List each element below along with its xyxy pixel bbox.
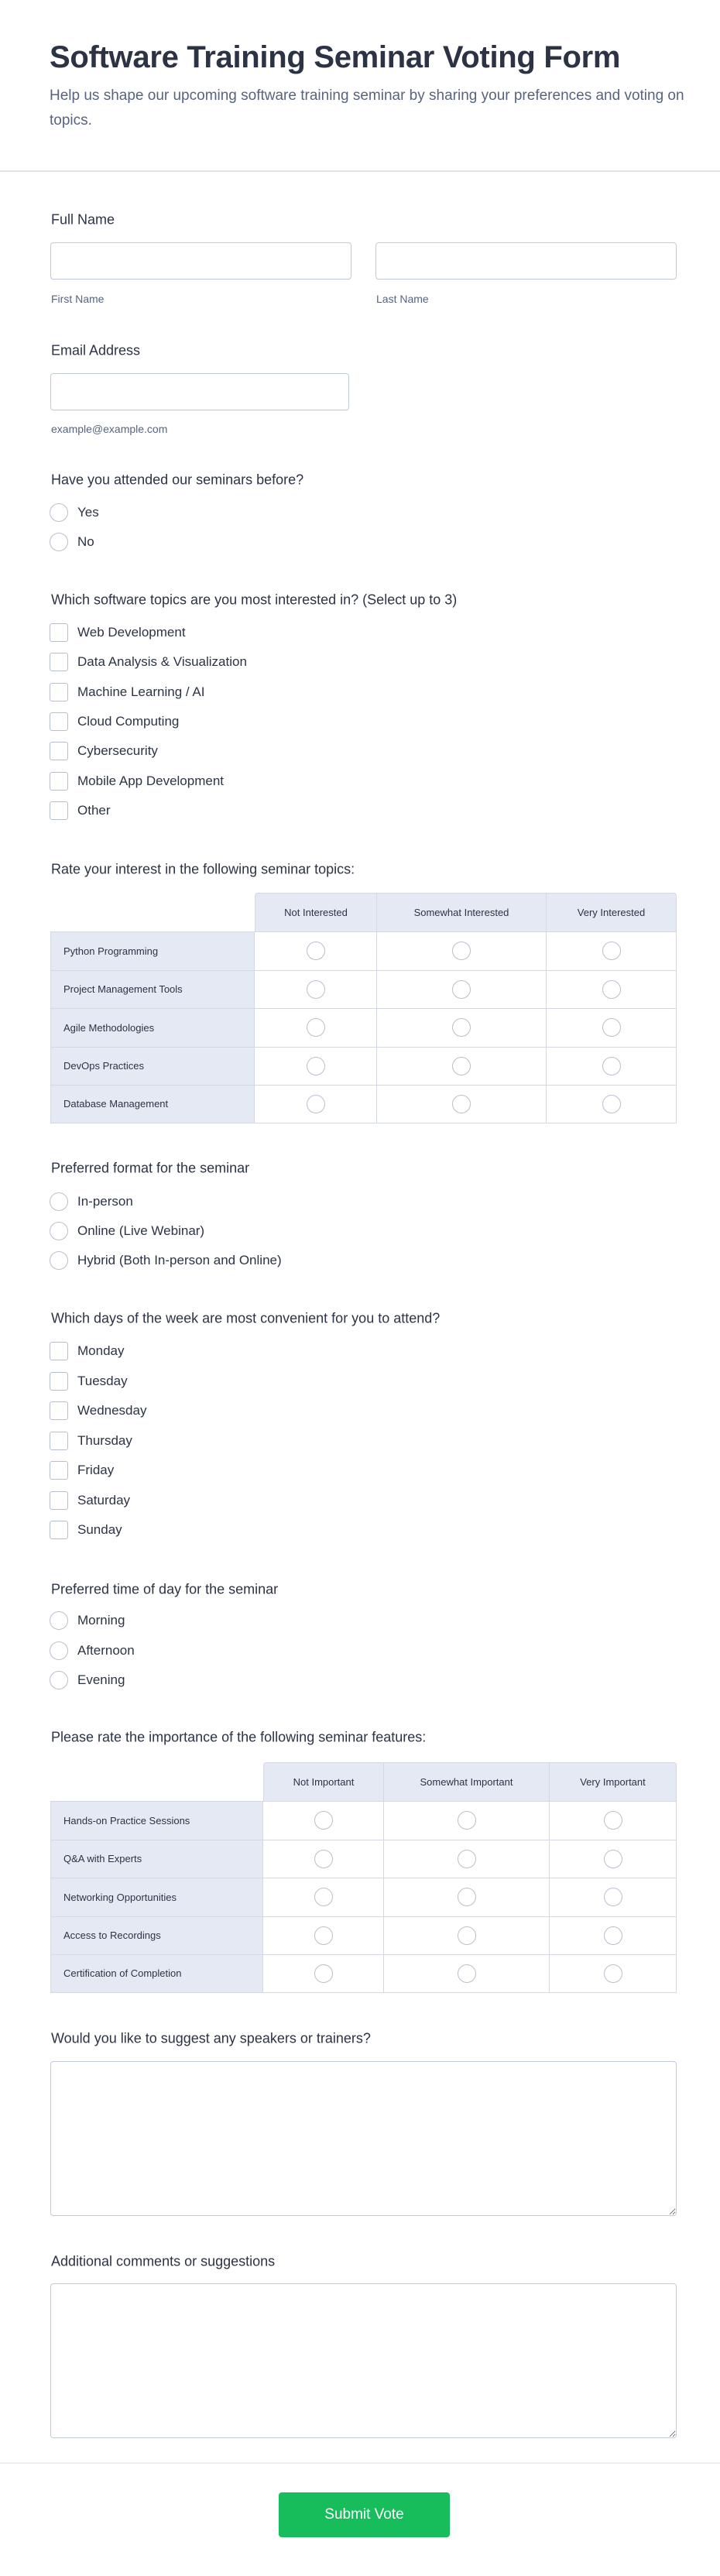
first-name-input[interactable]	[50, 242, 351, 280]
radio-button[interactable]	[50, 1611, 68, 1630]
matrix-radio-button[interactable]	[314, 1850, 333, 1868]
checkbox[interactable]	[50, 1432, 68, 1450]
days-option[interactable]	[50, 1430, 132, 1452]
radio-button[interactable]	[50, 1671, 68, 1689]
interest-matrix	[50, 893, 677, 1123]
attended-option-label: Yes	[77, 505, 99, 520]
days-option-label: Tuesday	[77, 1373, 128, 1388]
days-option[interactable]	[50, 1519, 122, 1541]
matrix-cell	[384, 1954, 550, 1993]
matrix-radio-button[interactable]	[602, 942, 621, 960]
matrix-cell	[384, 1801, 550, 1840]
matrix-cell	[550, 1916, 677, 1955]
matrix-radio-button[interactable]	[307, 1018, 325, 1037]
topics-option[interactable]	[50, 711, 179, 732]
matrix-row	[50, 1801, 677, 1840]
matrix-radio-button[interactable]	[602, 1018, 621, 1037]
checkbox[interactable]	[50, 623, 68, 642]
format-option[interactable]	[50, 1250, 282, 1271]
checkbox[interactable]	[50, 712, 68, 731]
last-name-sublabel: Last Name	[376, 293, 429, 305]
interest-matrix-question: Rate your interest in the following seminar topics:	[51, 861, 355, 877]
format-option-label: Hybrid (Both In-person and Online)	[77, 1253, 282, 1267]
matrix-cell	[263, 1840, 384, 1878]
matrix-radio-button[interactable]	[452, 942, 471, 960]
matrix-radio-button[interactable]	[307, 1057, 325, 1075]
matrix-row	[50, 931, 677, 970]
matrix-radio-button[interactable]	[602, 1095, 621, 1113]
matrix-row-label: Access to Recordings	[50, 1916, 263, 1955]
matrix-radio-button[interactable]	[604, 1888, 622, 1906]
time-question: Preferred time of day for the seminar	[51, 1581, 279, 1597]
matrix-cell	[547, 970, 677, 1009]
format-option[interactable]	[50, 1191, 133, 1213]
matrix-radio-button[interactable]	[458, 1850, 476, 1868]
matrix-row	[50, 1085, 677, 1123]
footer-divider	[0, 2462, 720, 2464]
comments-textarea[interactable]	[50, 2283, 677, 2438]
matrix-cell	[263, 1878, 384, 1916]
matrix-radio-button[interactable]	[458, 1926, 476, 1945]
matrix-radio-button[interactable]	[452, 980, 471, 999]
days-question: Which days of the week are most convenient for you to attend?	[51, 1310, 441, 1326]
matrix-column-header: Very Important	[550, 1762, 677, 1801]
topics-option[interactable]	[50, 681, 204, 703]
topics-option-label: Mobile App Development	[77, 773, 225, 788]
radio-button[interactable]	[50, 1192, 68, 1211]
days-option-label: Wednesday	[77, 1403, 147, 1418]
email-input[interactable]	[50, 373, 349, 410]
last-name-input[interactable]	[375, 242, 677, 280]
topics-option[interactable]	[50, 622, 186, 643]
matrix-radio-button[interactable]	[458, 1888, 476, 1906]
matrix-radio-button[interactable]	[314, 1811, 333, 1830]
matrix-cell	[547, 931, 677, 970]
checkbox[interactable]	[50, 1521, 68, 1539]
attended-option-label: No	[77, 534, 94, 549]
checkbox[interactable]	[50, 772, 68, 791]
matrix-radio-button[interactable]	[458, 1964, 476, 1983]
first-name-sublabel: First Name	[51, 293, 105, 305]
topics-option-label: Data Analysis & Visualization	[77, 654, 247, 670]
matrix-radio-button[interactable]	[452, 1018, 471, 1037]
email-label: Email Address	[51, 342, 141, 358]
matrix-row-label: Networking Opportunities	[50, 1878, 263, 1916]
topics-option[interactable]	[50, 740, 158, 762]
matrix-radio-button[interactable]	[604, 1926, 622, 1945]
attended-option[interactable]	[50, 502, 99, 523]
matrix-radio-button[interactable]	[602, 980, 621, 999]
matrix-row-label: Hands-on Practice Sessions	[50, 1801, 263, 1840]
matrix-radio-button[interactable]	[314, 1888, 333, 1906]
matrix-radio-button[interactable]	[314, 1926, 333, 1945]
email-hint: example@example.com	[51, 423, 168, 435]
matrix-row	[50, 1878, 677, 1916]
matrix-row	[50, 1008, 677, 1047]
time-option-label: Evening	[77, 1672, 125, 1687]
days-option-label: Friday	[77, 1463, 115, 1477]
matrix-radio-button[interactable]	[452, 1057, 471, 1075]
topics-option-label: Cloud Computing	[77, 713, 180, 729]
time-option-label: Morning	[77, 1613, 125, 1628]
matrix-cell	[263, 1801, 384, 1840]
matrix-row-label: Certification of Completion	[50, 1954, 263, 1993]
topics-option-label: Other	[77, 802, 111, 818]
radio-button[interactable]	[50, 1641, 68, 1660]
matrix-column-header: Not Interested	[255, 893, 377, 931]
matrix-row-label: Project Management Tools	[50, 970, 255, 1009]
format-option[interactable]	[50, 1220, 204, 1242]
time-option[interactable]	[50, 1669, 125, 1691]
matrix-cell	[255, 1008, 377, 1047]
matrix-row	[50, 1954, 677, 1993]
matrix-header-row	[50, 893, 677, 931]
radio-button[interactable]	[50, 533, 68, 551]
matrix-cell	[377, 1047, 547, 1086]
form-title: Software Training Seminar Voting Form	[50, 40, 621, 74]
topics-question: Which software topics are you most interested in? (Select up to 3)	[51, 592, 458, 608]
matrix-row-label: Q&A with Experts	[50, 1840, 263, 1878]
matrix-cell	[550, 1878, 677, 1916]
matrix-row-label: Python Programming	[50, 931, 255, 970]
time-option-label: Afternoon	[77, 1642, 135, 1658]
checkbox[interactable]	[50, 742, 68, 760]
format-question: Preferred format for the seminar	[51, 1160, 250, 1176]
importance-matrix	[50, 1762, 677, 1993]
format-option-label: In-person	[77, 1194, 133, 1209]
topics-option-label: Web Development	[77, 625, 186, 640]
matrix-column-header: Somewhat Important	[384, 1762, 550, 1801]
form-subtitle: Help us shape our upcoming software training seminar by sharing your preferences and voting on topics.	[50, 87, 684, 129]
matrix-radio-button[interactable]	[602, 1057, 621, 1075]
matrix-cell	[377, 1008, 547, 1047]
speakers-question: Would you like to suggest any speakers or trainers?	[51, 2030, 371, 2046]
checkbox[interactable]	[50, 1342, 68, 1360]
radio-button[interactable]	[50, 1222, 68, 1240]
matrix-cell	[550, 1840, 677, 1878]
matrix-cell	[255, 970, 377, 1009]
days-option-label: Monday	[77, 1343, 125, 1358]
submit-vote-button[interactable]: Submit Vote	[279, 2492, 450, 2537]
matrix-cell	[384, 1840, 550, 1878]
days-option[interactable]	[50, 1400, 146, 1422]
days-option[interactable]	[50, 1490, 130, 1511]
days-option[interactable]	[50, 1460, 114, 1481]
matrix-row-label: Agile Methodologies	[50, 1008, 255, 1047]
matrix-row-label: DevOps Practices	[50, 1047, 255, 1086]
checkbox[interactable]	[50, 1491, 68, 1510]
matrix-radio-button[interactable]	[314, 1964, 333, 1983]
full-name-label: Full Name	[51, 211, 115, 228]
checkbox[interactable]	[50, 1461, 68, 1480]
matrix-cell	[547, 1085, 677, 1123]
comments-question: Additional comments or suggestions	[51, 2253, 276, 2269]
time-option[interactable]	[50, 1610, 125, 1631]
matrix-radio-button[interactable]	[452, 1095, 471, 1113]
importance-matrix-question: Please rate the importance of the following seminar features:	[51, 1729, 427, 1745]
checkbox[interactable]	[50, 653, 68, 671]
matrix-cell	[377, 970, 547, 1009]
matrix-radio-button[interactable]	[307, 942, 325, 960]
matrix-cell	[547, 1047, 677, 1086]
matrix-cell	[255, 1047, 377, 1086]
topics-option[interactable]	[50, 651, 247, 673]
matrix-radio-button[interactable]	[307, 1095, 325, 1113]
matrix-radio-button[interactable]	[604, 1811, 622, 1830]
matrix-row	[50, 970, 677, 1009]
matrix-radio-button[interactable]	[604, 1964, 622, 1983]
matrix-cell	[550, 1801, 677, 1840]
topics-option-label: Machine Learning / AI	[77, 684, 205, 699]
matrix-cell	[263, 1954, 384, 1993]
matrix-corner	[50, 893, 255, 931]
speakers-textarea[interactable]	[50, 2061, 677, 2216]
matrix-cell	[384, 1916, 550, 1955]
days-option-label: Saturday	[77, 1492, 131, 1508]
matrix-cell	[377, 931, 547, 970]
radio-button[interactable]	[50, 503, 68, 522]
matrix-row	[50, 1916, 677, 1955]
topics-option[interactable]	[50, 770, 224, 792]
days-option[interactable]	[50, 1340, 124, 1362]
matrix-row-label: Database Management	[50, 1085, 255, 1123]
matrix-cell	[263, 1916, 384, 1955]
checkbox[interactable]	[50, 683, 68, 701]
matrix-cell	[550, 1954, 677, 1993]
format-option-label: Online (Live Webinar)	[77, 1223, 205, 1238]
topics-option-label: Cybersecurity	[77, 743, 158, 759]
days-option[interactable]	[50, 1370, 128, 1392]
days-option-label: Sunday	[77, 1522, 122, 1537]
matrix-cell	[377, 1085, 547, 1123]
matrix-cell	[255, 931, 377, 970]
matrix-column-header: Very Interested	[547, 893, 677, 931]
matrix-header-row	[50, 1762, 677, 1801]
attended-question: Have you attended our seminars before?	[51, 472, 304, 488]
time-option[interactable]	[50, 1640, 135, 1662]
header-divider	[0, 170, 720, 172]
matrix-cell	[255, 1085, 377, 1123]
matrix-radio-button[interactable]	[307, 980, 325, 999]
attended-option[interactable]	[50, 531, 94, 553]
matrix-row	[50, 1840, 677, 1878]
radio-button[interactable]	[50, 1251, 68, 1270]
checkbox[interactable]	[50, 1372, 68, 1391]
matrix-radio-button[interactable]	[604, 1850, 622, 1868]
matrix-column-header: Not Important	[263, 1762, 384, 1801]
matrix-cell	[384, 1878, 550, 1916]
matrix-corner	[50, 1762, 263, 1801]
checkbox[interactable]	[50, 801, 68, 820]
checkbox[interactable]	[50, 1401, 68, 1420]
matrix-cell	[547, 1008, 677, 1047]
matrix-row	[50, 1047, 677, 1086]
days-option-label: Thursday	[77, 1432, 132, 1448]
matrix-radio-button[interactable]	[458, 1811, 476, 1830]
topics-option[interactable]	[50, 800, 111, 822]
matrix-column-header: Somewhat Interested	[377, 893, 547, 931]
